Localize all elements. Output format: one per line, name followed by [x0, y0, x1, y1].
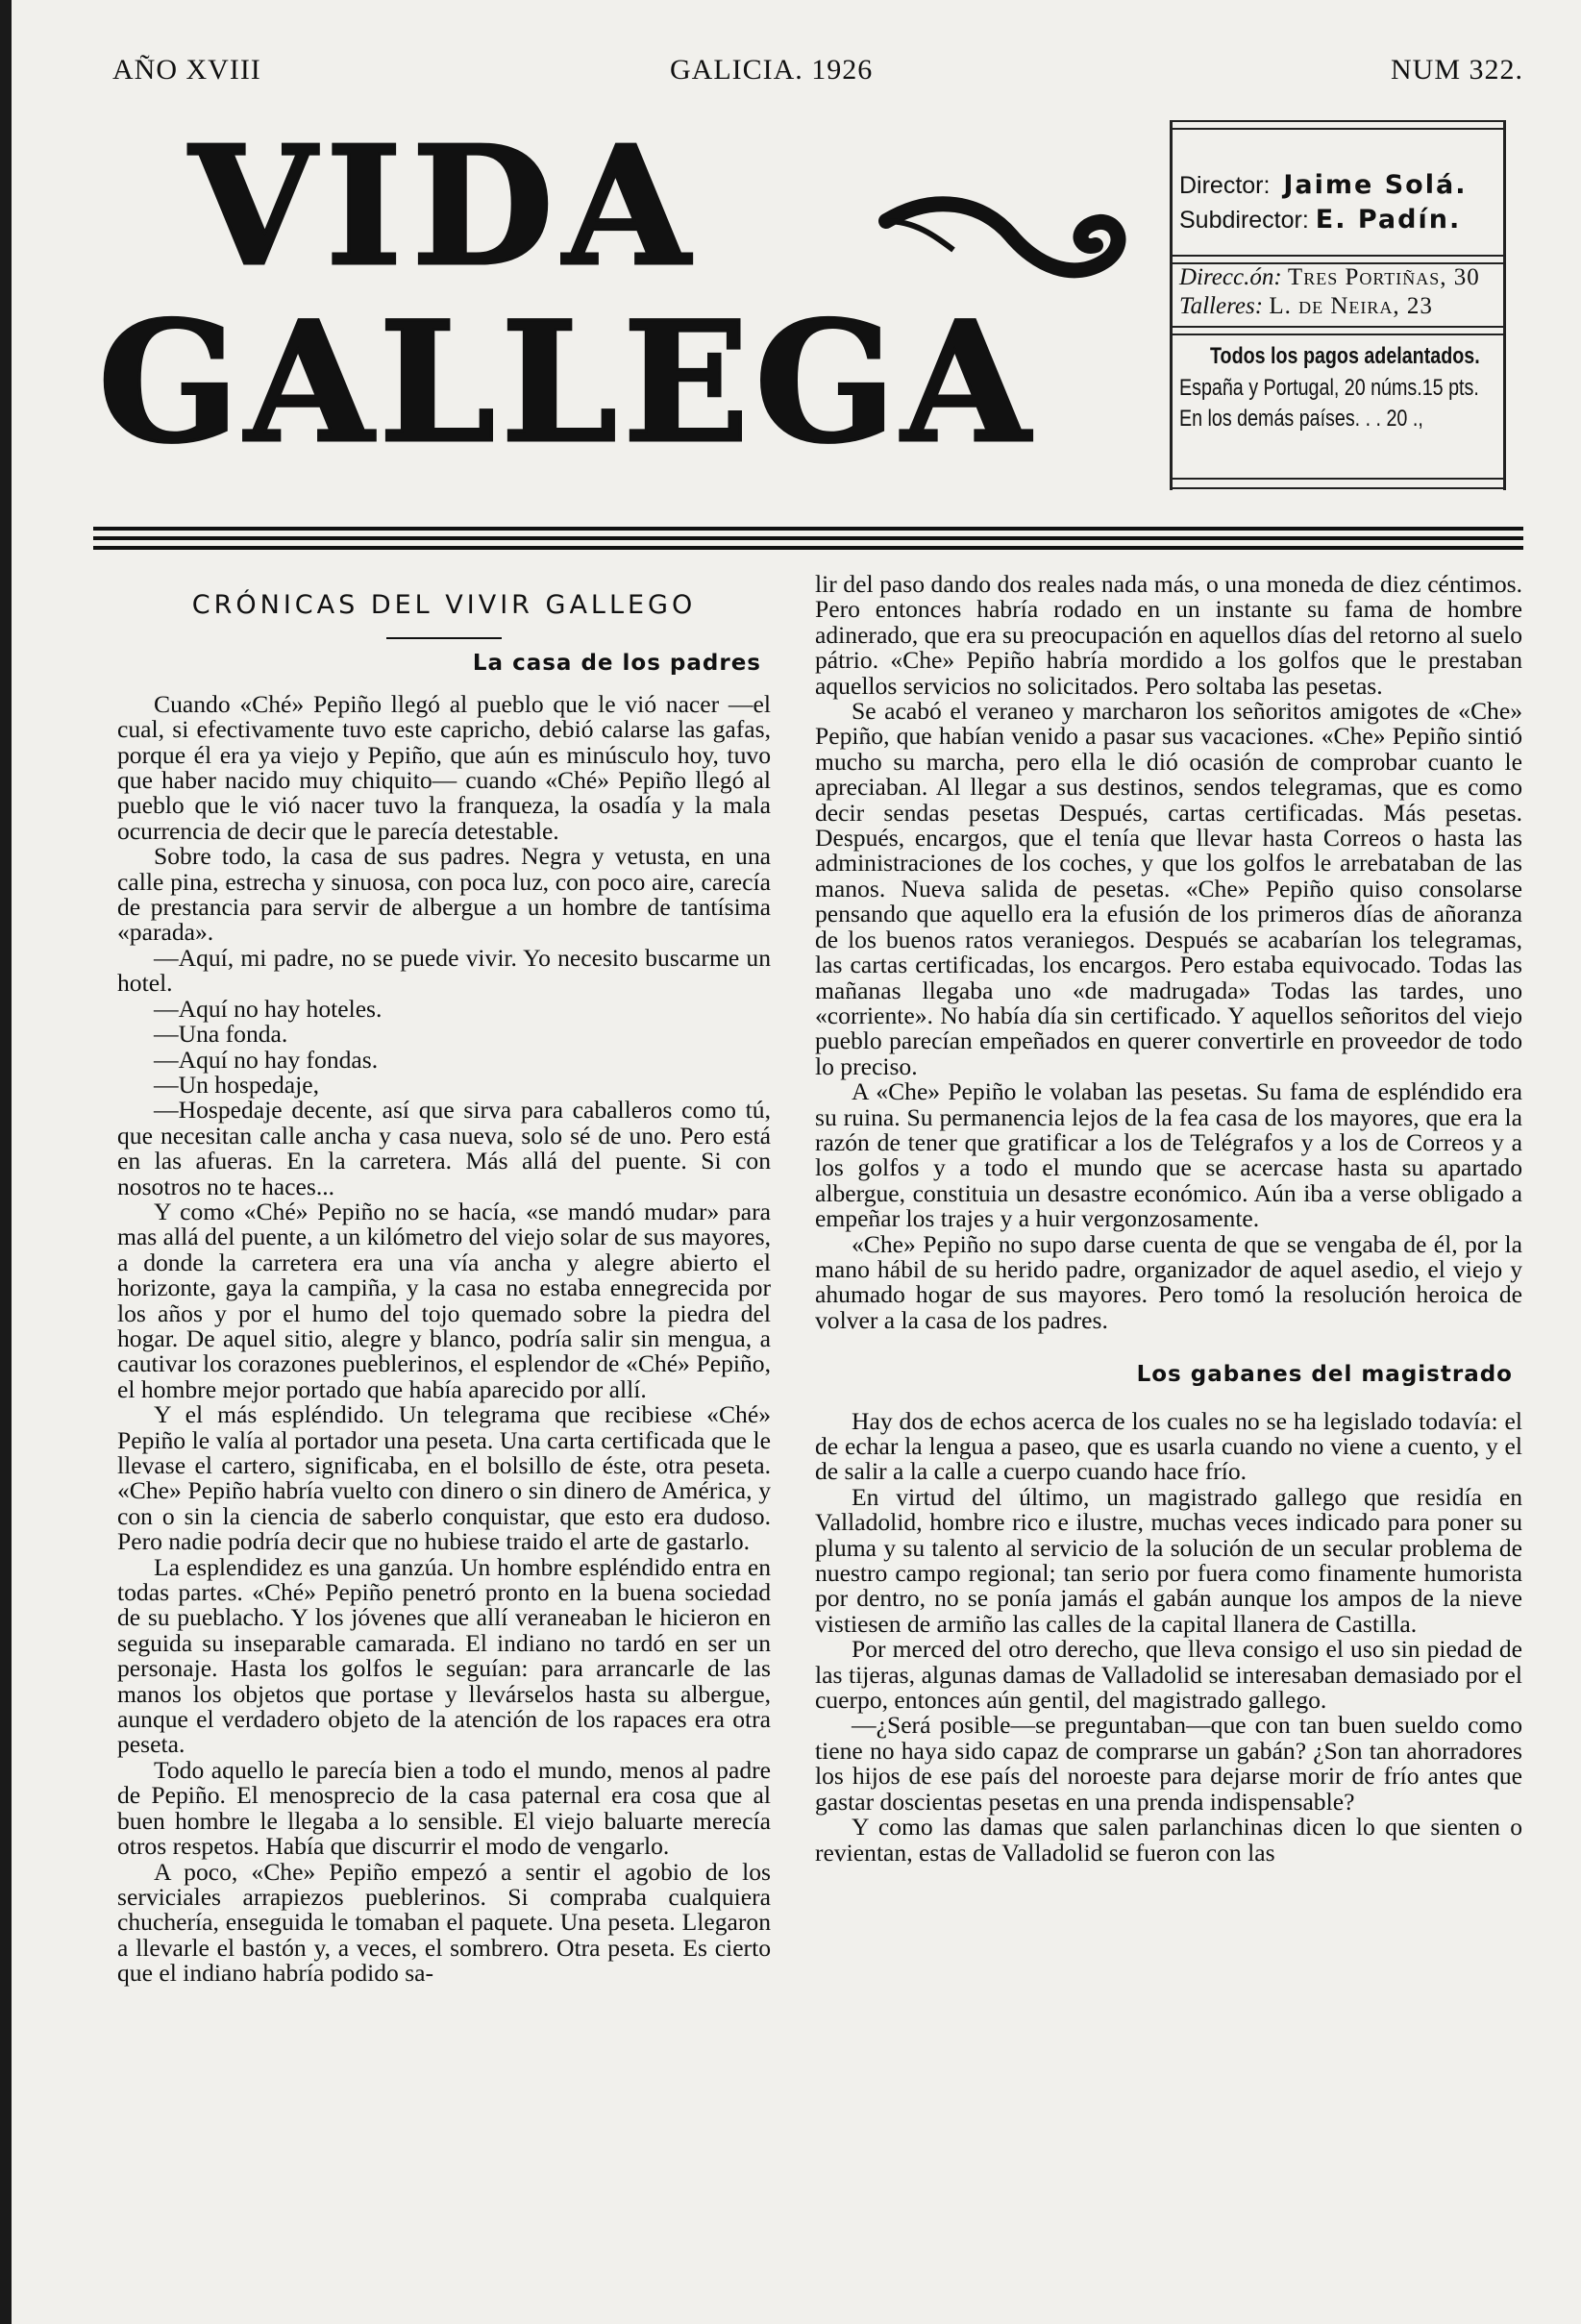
- paragraph: Por merced del otro derecho, que lleva consigo el uso sin piedad de las tijeras, algunas damas de Valladolid se interesaban demasiado por el cuerpo, entonces aún gentil, del magistrado gallego.: [815, 1635, 1522, 1715]
- subtitle-gabanes: Los gabanes del magistrado: [1136, 1362, 1513, 1388]
- newspaper-page: [12, 0, 1581, 2324]
- page-header: [112, 54, 1523, 92]
- paragraph: Hay dos de echos acerca de los cuales no se ha legislado todavía: el de echar la lengua a paseo, que es usarla cuando no viene a cuento, y el de salir a la calle a cuerpo cuando hace frío.: [815, 1406, 1522, 1486]
- section-title: CRÓNICAS DEL VIVIR GALLEGO: [191, 590, 697, 620]
- price-abroad: En los demás países. . . 20 .,: [1179, 406, 1423, 432]
- paragraph: —Una fonda.: [154, 1020, 288, 1049]
- article-column-left: [117, 572, 771, 1987]
- paragraph: A poco, «Che» Pepiño empezó a sentir el agobio de los serviciales arrapiezos pueblerinos. Si compraba cualquiera chuchería, enseguida le tomaban el paquete. Una peseta. Llegaron a llevarle el bastón y, a veces, el sombrero. Otra peseta. Es cierto que el indiano habría podido sa-: [117, 1857, 771, 1988]
- paragraph: —Aquí no hay fondas.: [154, 1045, 379, 1074]
- paragraph: —¿Será posible—se preguntaban—que con tan buen sueldo como tiene no haya sido capaz de comprarse un gabán? ¿Son tan ahorradores los hijos de ese país del noroeste para dejarse morir de frío antes que gastar doscientas pesetas en una prenda indispensable?: [815, 1711, 1522, 1816]
- header-divider: [93, 527, 1523, 556]
- paragraph: La esplendidez es una ganzúa. Un hombre espléndido entra en todas partes. «Ché» Pepiño penetró pronto en la buena sociedad de su pueblacho. Y los jóvenes que allí veraneaban le hicieron en seguida su inseparable camarada. El indiano no tardó en ser un personaje. Hasta los golfos le seguían: para arrancarle de las manos los objetos que portase y llevárselos hasta su albergue, aunque el verdadero objeto de la atención de los rapaces era otra peseta.: [117, 1552, 771, 1759]
- place-date: GALICIA. 1926: [670, 54, 874, 86]
- paragraph: En virtud del último, un magistrado gallego que residía en Valladolid, hombre rico e ilustre, muchas veces indicado para poner su pluma y su talento al servicio de la solución de un secular problema de nuestro campo regional; tan serio por fuera como finamente humorista por dentro, no se ponía jamás el gabán aunque los ampos de la nieve vistiesen de armiño las calles de la capital llanera de Castilla.: [815, 1482, 1522, 1638]
- paragraph: Se acabó el veraneo y marcharon los señoritos amigotes de «Che» Pepiño, que habían venido a pasar sus vacaciones. «Che» Pepiño sintió mucho su marcha, pero ella le dió ocasión de comprobar cuanto le apreciaban. Al llegar a sus destinos, sendos telegramas, que es como decir sendas pesetas Después, cartas certificadas. Más pesetas. Después, encargos, que el tenía que llevar hasta Correos o hasta las administraciones de los coches, y que los golfos le arrebataban de las manos. Nueva salida de pesetas. «Che» Pepiño quiso consolarse pensando que aquello era la efusión de los primeros días de añoranza de los buenos ratos veraniegos. Después se acabarían los telegramas, las cartas certificadas, los encargos. Pero estaba equivocado. Todas las mañanas llegaba uno «de madrugada» Todas las tardes, uno «corriente». No había día sin certificado. Y aquellos señoritos del viejo pueblo parecían empeñados en querer convertirle en proveedor de todo lo preciso.: [815, 697, 1522, 1080]
- paragraph: —Un hospedaje,: [154, 1070, 320, 1099]
- talleres-line: Talleres: L. de Neira, 23: [1179, 293, 1433, 319]
- paragraph: —Hospedaje decente, así que sirva para caballeros como tú, que necesitan calle ancha y casa nueva, solo sé de uno. Pero está en las afueras. En la carretera. Más allá del puente. Si con nosotros no te haces...: [117, 1096, 771, 1200]
- paragraph: —Aquí, mi padre, no se puede vivir. Yo necesito buscarme un hotel.: [117, 943, 771, 998]
- paragraph: Sobre todo, la casa de sus padres. Negra y vetusta, en una calle pina, estrecha y sinuosa, con poca luz, con poco aire, carecía de prestancia para servir de albergue a un hombre de tantísima «parada».: [117, 842, 771, 947]
- masthead: [88, 111, 1146, 481]
- payment-note: Todos los pagos adelantados.: [1210, 343, 1480, 369]
- paragraph: Y como las damas que salen parlanchinas dicen lo que sienten o revientan, estas de Valladolid se fueron con las: [815, 1813, 1522, 1867]
- masthead-title-line1: VIDA: [189, 111, 700, 303]
- paragraph: —Aquí no hay hoteles.: [154, 994, 383, 1023]
- paragraph: lir del paso dando dos reales nada más, o una moneda de diez céntimos. Pero entonces habría rodado en un instante su fama de hombre adinerado, que era su preocupación en aquellos días del retorno al suelo pátrio. «Che» Pepiño habría mordido a los golfos que le prestaban aquellos servicios no solicitados. Pero soltaba las pesetas.: [815, 570, 1522, 700]
- paragraph: «Che» Pepiño no supo darse cuenta de que se vengaba de él, por la mano hábil de su herido padre, organizador de aquel asedio, el viejo y ahumado hogar de sus mayores. Pero tomó la resolución heroica de volver a la casa de los padres.: [815, 1229, 1522, 1334]
- issue-number: NUM 322.: [1390, 54, 1523, 86]
- subdirector-line: Subdirector: E. Padín.: [1179, 205, 1462, 235]
- publication-info-box: [1170, 120, 1506, 490]
- paragraph: Y el más espléndido. Un telegrama que recibiese «Ché» Pepiño le valía al portador una peseta. Una carta certificada que le llevase el cartero, significaba, en el bolsillo de éste, otra peseta. «Che» Pepiño habría vuelto con dinero o sin dinero de América, y con o sin la ciencia de saberlo conquistar, que esto era dudoso. Pero nadie podría decir que no hubiese traido el arte de gastarlo.: [117, 1400, 771, 1556]
- title-rule: [386, 637, 502, 639]
- paragraph: Cuando «Ché» Pepiño llegó al pueblo que le vió nacer —el cual, si efectivamente tuvo este capricho, debió calarse las gafas, porque él era ya viejo y Pepiño, que aún es minúsculo hoy, tuvo que haber nacido muy chiquito— cuando «Ché» Pepiño llegó al pueblo que le vió nacer tuvo la franqueza, la osadía y la mala ocurrencia de decir que le parecía detestable.: [117, 689, 771, 845]
- year-label: AÑO XVIII: [112, 54, 261, 86]
- direccion-line: Direcc.ón: Tres Portiñas, 30: [1179, 264, 1480, 290]
- paragraph: A «Che» Pepiño le volaban las pesetas. Su fama de espléndido era su ruina. Su permanencia lejos de la fea casa de los mayores, que era la razón de tener que gratificar a los de Telégrafos y a los de Correos y a los golfos y a todo el mundo que se acercase hasta su apartado albergue, constituia un desastre económico. Aún iba a verse obligado a empeñar los trajes y a huir vergonzosamente.: [815, 1077, 1522, 1233]
- subdirector-name: E. Padín.: [1315, 205, 1462, 235]
- article-column-right: [815, 572, 1522, 1866]
- director-name: Jaime Solá.: [1283, 170, 1468, 200]
- director-line: Director: Jaime Solá.: [1179, 170, 1468, 200]
- swash-ornament-icon: [877, 192, 1136, 298]
- subtitle-casa: La casa de los padres: [472, 651, 761, 677]
- paragraph: Todo aquello le parecía bien a todo el mundo, menos al padre de Pepiño. El menosprecio de la casa paternal era cosa que al buen hombre le llegaba a lo sensible. El viejo baluarte merecía otros respetos. Había que discurrir el modo de vengarlo.: [117, 1755, 771, 1861]
- price-spain: España y Portugal, 20 núms.15 pts.: [1179, 375, 1479, 401]
- paragraph: Y como «Ché» Pepiño no se hacía, «se mandó mudar» para mas allá del puente, a un kilómetro del viejo solar de sus mayores, a donde la carretera era una vía ancha y alegre abierto el horizonte, gaya la campiña, y la casa no estaba ennegrecida por los años y por el humo del tojo quemado sobre la piedra del hogar. De aquel sitio, alegre y blanco, podría salir sin mengua, a cautivar los corazones pueblerinos, el esplendor de «Ché» Pepiño, el hombre mejor portado que había aparecido por allí.: [117, 1197, 771, 1403]
- masthead-title-line2: GALLEGA: [98, 284, 1036, 480]
